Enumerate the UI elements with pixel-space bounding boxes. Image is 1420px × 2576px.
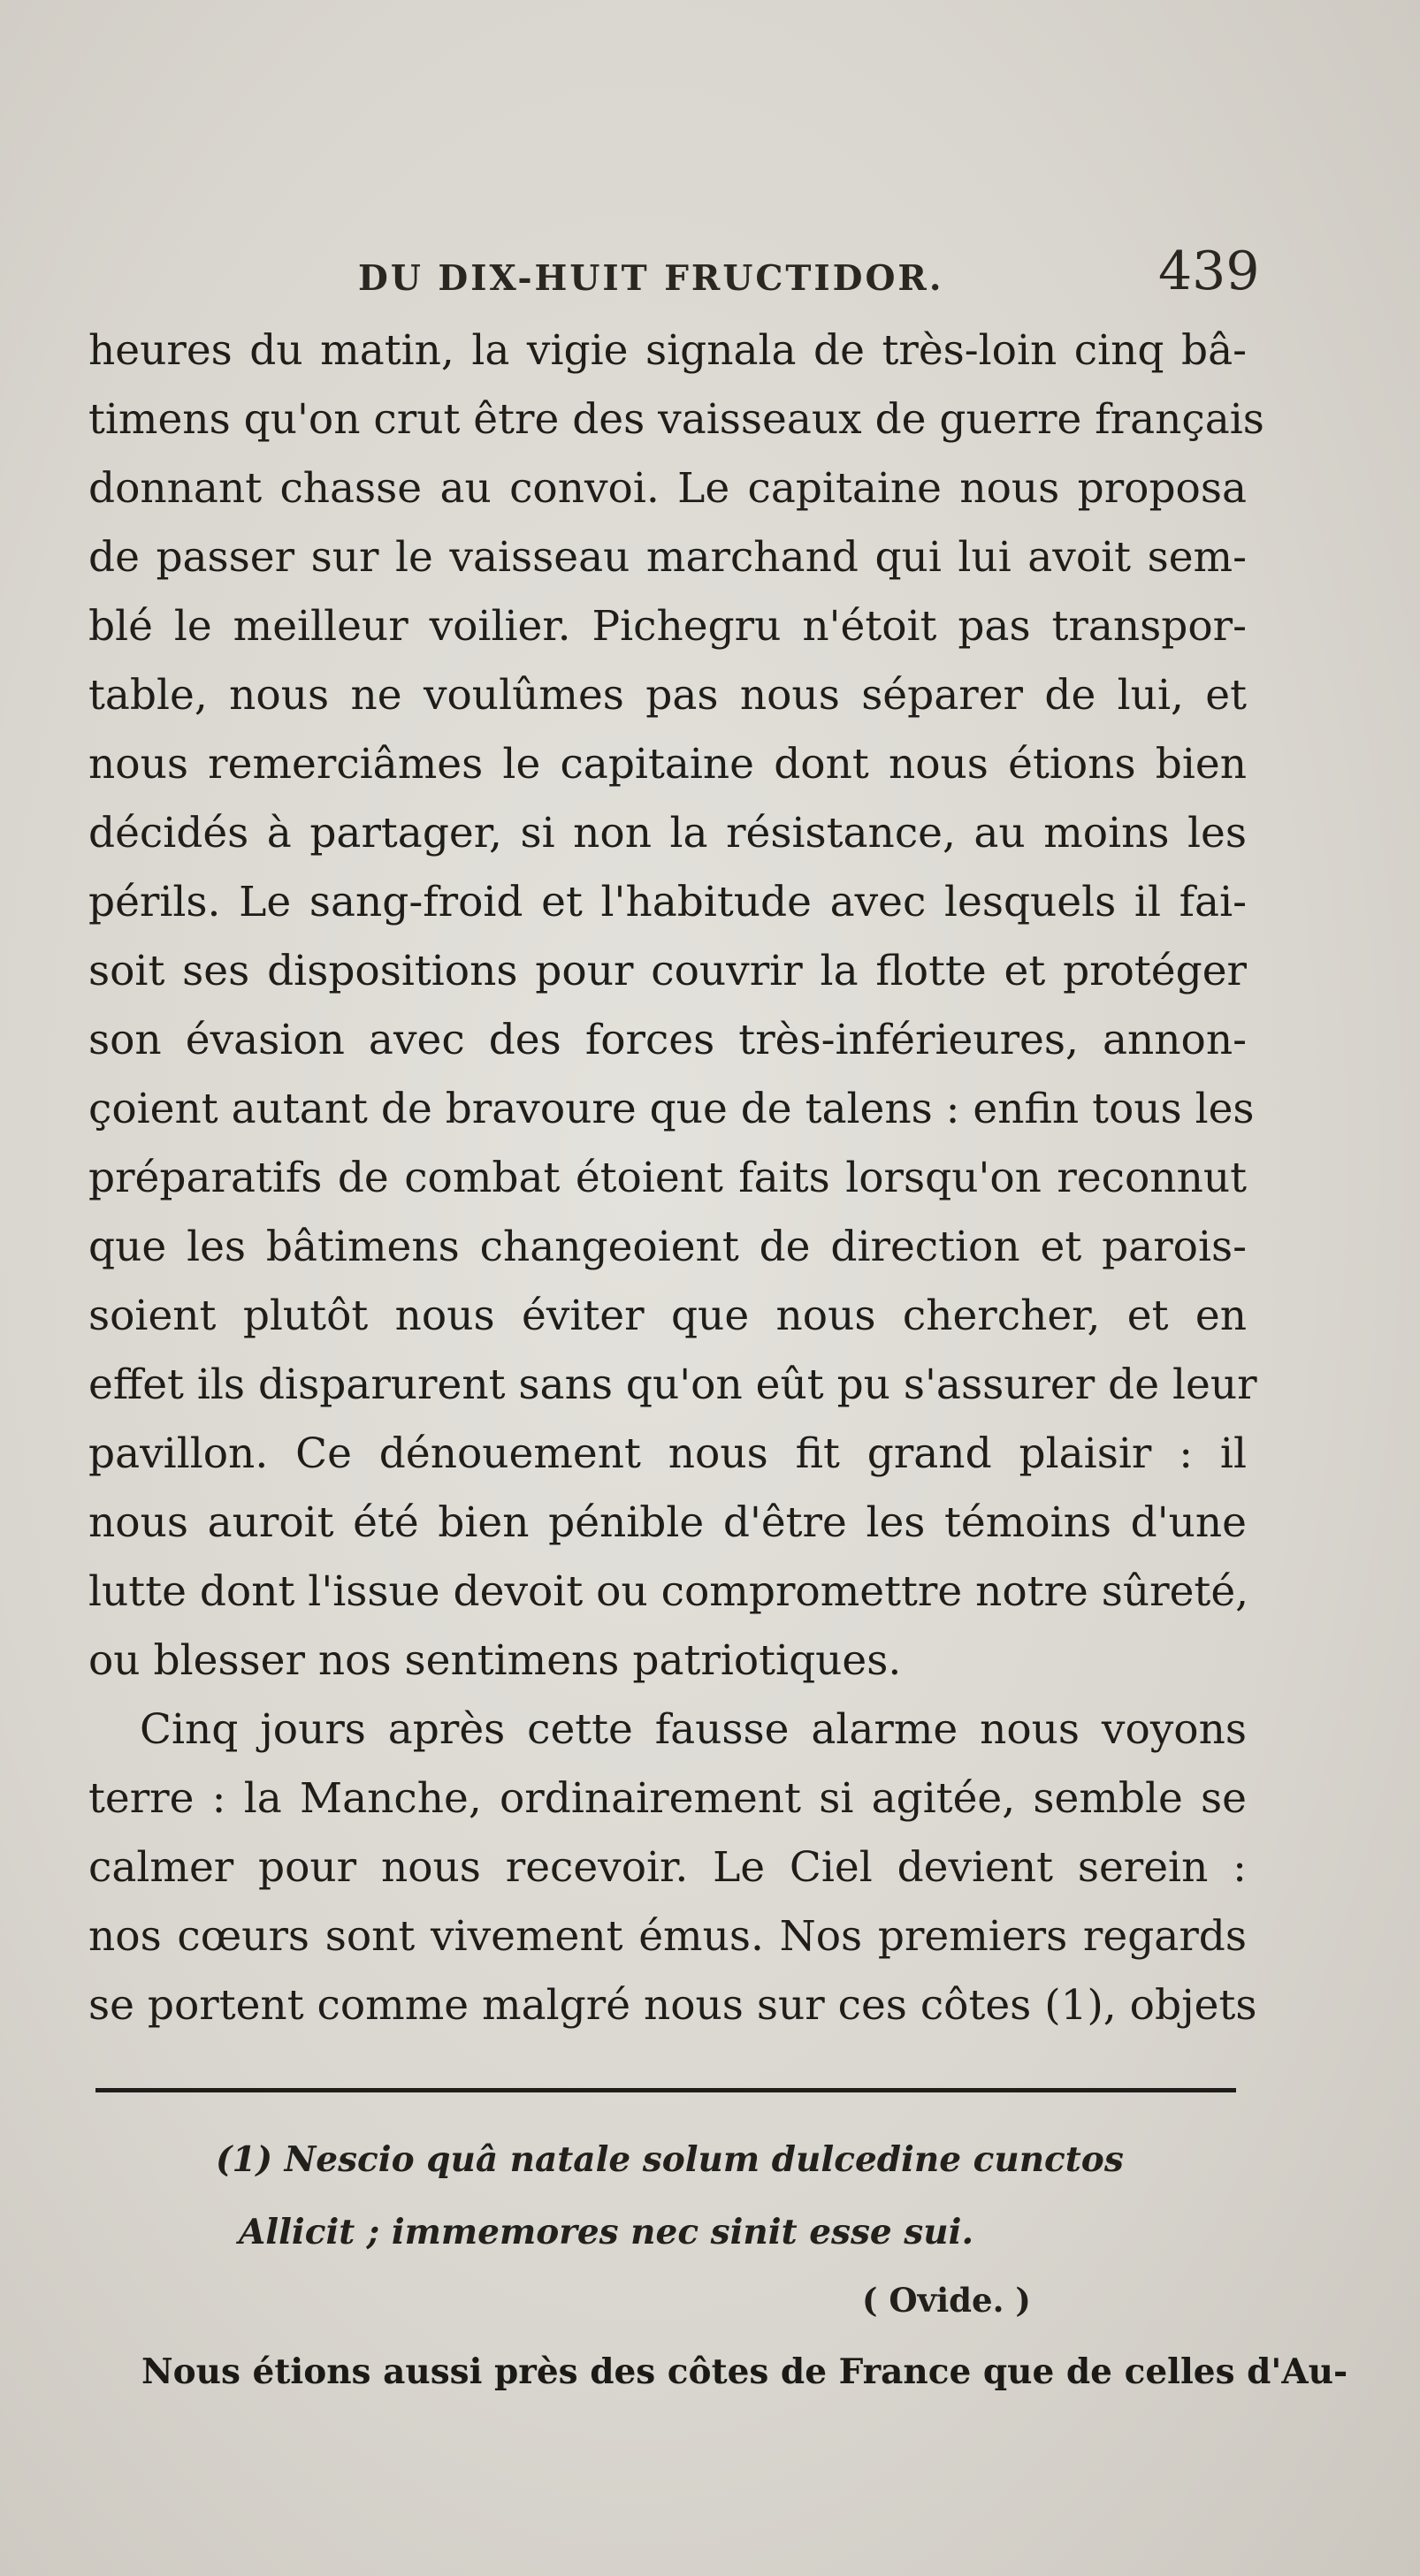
text-line: terre : la Manche, ordinairement si agitée, semble se xyxy=(88,1774,1247,1823)
text-line: périls. Le sang-froid et l'habitude avec lesquels il fai- xyxy=(88,878,1247,926)
text-line: blé le meilleur voilier. Pichegru n'étoit pas transpor- xyxy=(88,602,1247,651)
text-line: donnant chasse au convoi. Le capitaine nous proposa xyxy=(88,464,1247,513)
paragraph-start-line: Cinq jours après cette fausse alarme nous voyons xyxy=(140,1705,1247,1754)
text-line: heures du matin, la vigie signala de très-loin cinq bâ- xyxy=(88,326,1247,375)
text-line: timens qu'on crut être des vaisseaux de guerre français xyxy=(88,395,1264,444)
text-line: que les bâtimens changeoient de direction et parois- xyxy=(88,1223,1247,1271)
text-line: soit ses dispositions pour couvrir la flotte et protéger xyxy=(88,947,1247,995)
text-line: nos cœurs sont vivement émus. Nos premiers regards xyxy=(88,1912,1247,1961)
text-line: préparatifs de combat étoient faits lorsqu'on reconnut xyxy=(88,1154,1247,1202)
text-line: son évasion avec des forces très-inférieures, annon- xyxy=(88,1016,1247,1064)
page-header xyxy=(0,239,1420,318)
footnote-continuation: Nous étions aussi près des côtes de France que de celles d'Au- xyxy=(141,2351,1348,2392)
running-title: DU DIX-HUIT FRUCTIDOR. xyxy=(358,258,944,299)
text-line: effet ils disparurent sans qu'on eût pu s'assurer de leur xyxy=(88,1360,1257,1409)
text-line: çoient autant de bravoure que de talens : enfin tous les xyxy=(88,1085,1255,1133)
paragraph-end-line: ou blesser nos sentimens patriotiques. xyxy=(88,1636,902,1685)
footnote-rule xyxy=(95,2088,1236,2092)
body-text xyxy=(88,316,1264,2040)
text-line: se portent comme malgré nous sur ces côtes (1), objets xyxy=(88,1981,1257,2030)
text-line: calmer pour nous recevoir. Le Ciel devient serein : xyxy=(88,1843,1247,1892)
footnote-verse-1: (1) Nescio quâ natale solum dulcedine cunctos xyxy=(216,2139,1124,2180)
text-line: nous auroit été bien pénible d'être les témoins d'une xyxy=(88,1498,1247,1547)
text-line: nous remerciâmes le capitaine dont nous étions bien xyxy=(88,740,1247,789)
text-line: décidés à partager, si non la résistance, au moins les xyxy=(88,809,1247,857)
footnote-verse-2: Allicit ; immemores nec sinit esse sui. xyxy=(239,2212,974,2252)
text-line: lutte dont l'issue devoit ou compromettre notre sûreté, xyxy=(88,1567,1249,1616)
text-line: table, nous ne voulûmes pas nous séparer de lui, et xyxy=(88,671,1247,720)
text-line: de passer sur le vaisseau marchand qui lui avoit sem- xyxy=(88,533,1247,582)
footnote-attribution: ( Ovide. ) xyxy=(862,2281,1031,2320)
page-number: 439 xyxy=(1158,240,1260,302)
text-line: pavillon. Ce dénouement nous fit grand plaisir : il xyxy=(88,1429,1247,1478)
text-line: soient plutôt nous éviter que nous chercher, et en xyxy=(88,1292,1247,1340)
